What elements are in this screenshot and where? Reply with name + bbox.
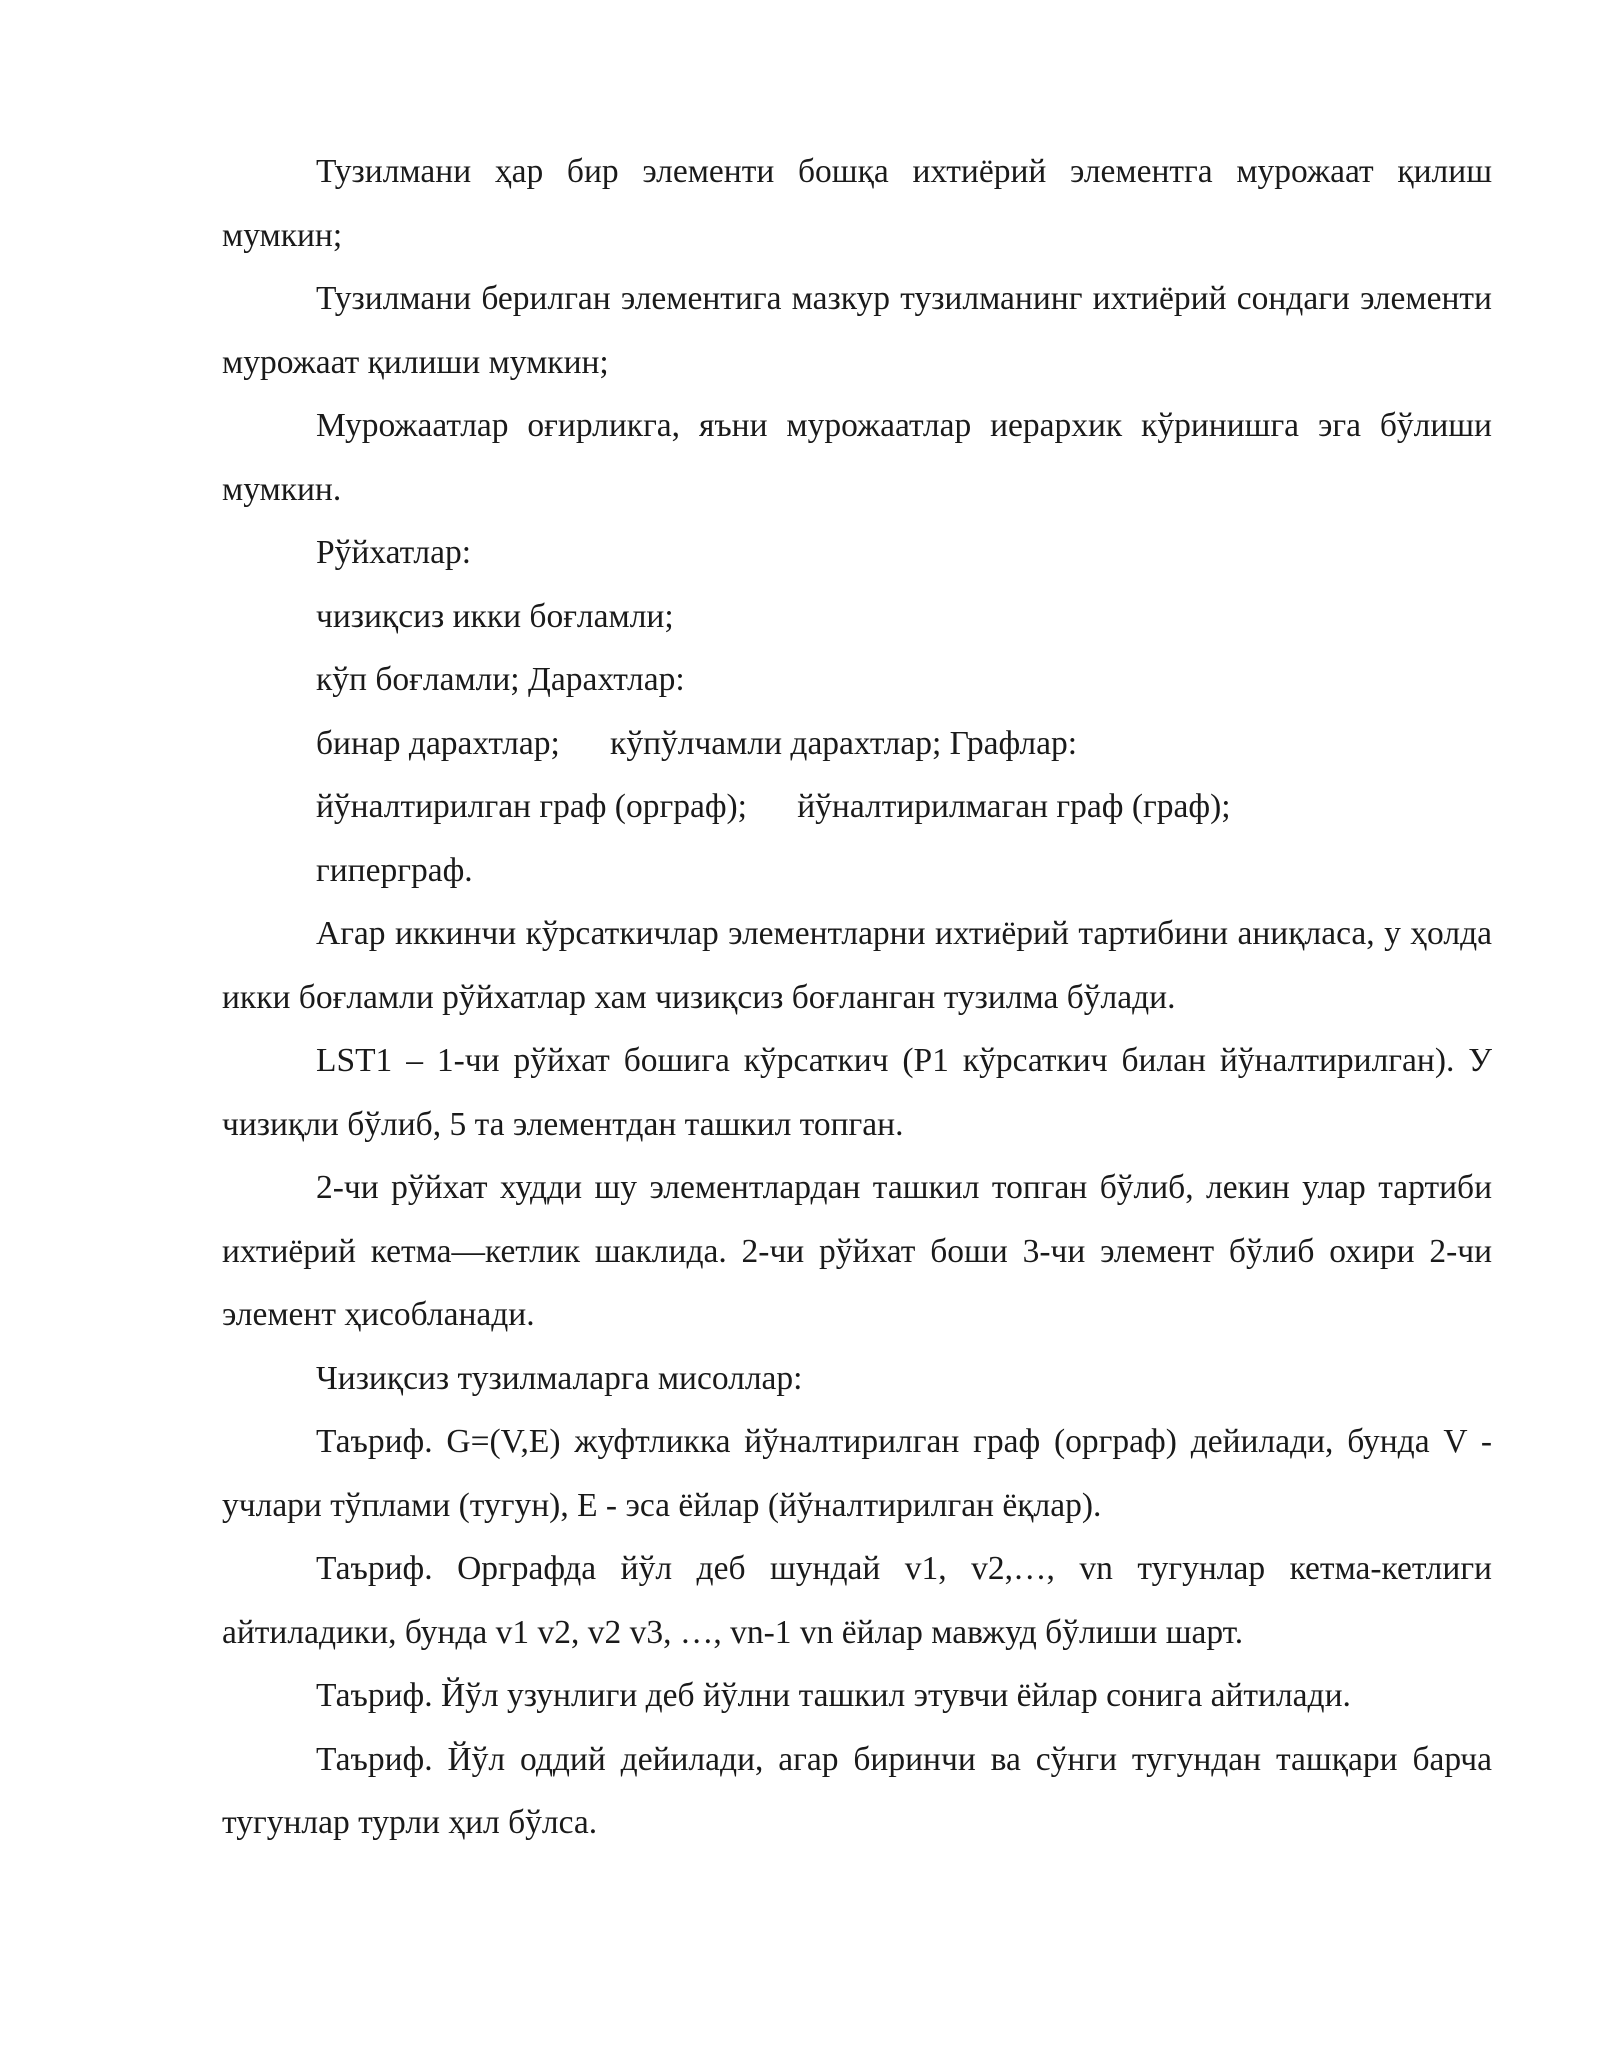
- definition-3: Таъриф. Йўл узунлиги деб йўлни ташкил этувчи ёйлар сонига айтилади.: [316, 1677, 1351, 1714]
- list-line-directed-graphs: йўналтирилган граф (орграф); йўналтирилмаган граф (граф);: [316, 788, 1231, 825]
- paragraph-2: Тузилмани берилган элементига мазкур тузилманинг ихтиёрий сондаги элементи мурожаат қилиши мумкин;: [222, 280, 1492, 381]
- list-line-multiply-trees: кўп боғламли; Дарахтлар:: [316, 661, 685, 698]
- definition-2: Таъриф. Орграфда йўл деб шундай v1, v2,…, vn тугунлар кетма-кетлиги айтиладики, бунда v1 v2, v2 v3, …, vn-1 vn ёйлар мавжуд бўлиши шарт.: [222, 1550, 1492, 1651]
- paragraph-1: Тузилмани ҳар бир элементи бошқа ихтиёрий элементга мурожаат қилиш мумкин;: [222, 153, 1492, 254]
- definition-1: Таъриф. G=(V,E) жуфтликка йўналтирилган граф (орграф) дейилади, бунда V - учлари тўплами (тугун), E - эса ёйлар (йўналтирилган ёқлар).: [222, 1423, 1492, 1524]
- paragraph-7: Чизиқсиз тузилмаларга мисоллар:: [316, 1359, 803, 1397]
- list-heading-lists: Рўйхатлар:: [316, 534, 472, 571]
- paragraph-3: Мурожаатлар оғирликга, яъни мурожаатлар иерархик кўринишга эга бўлиши мумкин.: [222, 407, 1492, 508]
- paragraph-5: LST1 – 1-чи рўйхат бошига кўрсаткич (Р1 кўрсаткич билан йўналтирилган). У чизиқли бўлиб, 5 та элементдан ташкил топган.: [222, 1042, 1492, 1143]
- list-line-hypergraph: гиперграф.: [316, 851, 473, 889]
- paragraph-6: 2-чи рўйхат худди шу элементлардан ташкил топган бўлиб, лекин улар тартиби ихтиёрий кетма—кетлик шаклида. 2-чи рўйхат боши 3-чи элемент бўлиб охири 2-чи элемент ҳисобланади.: [222, 1169, 1492, 1333]
- list-line-binary-trees-graphs: бинар дарахтлар; кўпўлчамли дарахтлар; Графлар:: [316, 724, 1078, 762]
- definition-4: Таъриф. Йўл оддий дейилади, агар биринчи ва сўнги тугундан ташқари барча тугунлар турли ҳил бўлса.: [222, 1740, 1492, 1841]
- document-page: [222, 140, 1492, 1855]
- paragraph-4: Агар иккинчи кўрсаткичлар элементларни ихтиёрий тартибини аниқласа, у ҳолда икки боғламли рўйхатлар хам чизиқсиз боғланган тузилма бўлади.: [222, 915, 1492, 1016]
- list-line-nonlinear-doubly: чизиқсиз икки боғламли;: [316, 597, 674, 635]
